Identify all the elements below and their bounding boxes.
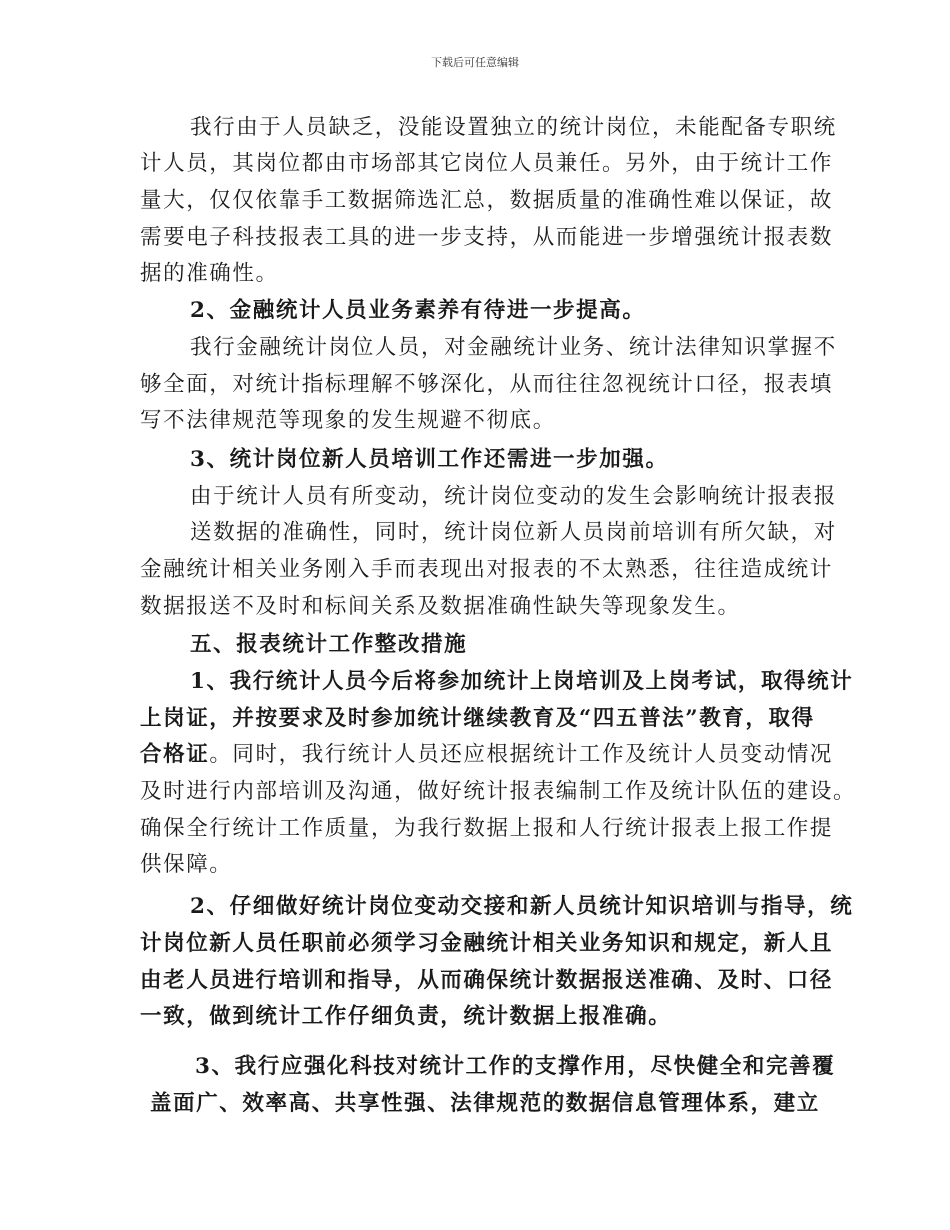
paragraph-line: 由于统计人员有所变动，统计岗位变动的发生会影响统计报表报: [190, 484, 837, 509]
paragraph-line-bold: 2、仔细做好统计岗位变动交接和新人员统计知识培训与指导，统: [190, 894, 854, 919]
paragraph-line-bold: 盖面广、效率高、共享性强、法律规范的数据信息管理体系，建立: [150, 1091, 820, 1116]
paragraph-line-bold: 一致，做到统计工作仔细负责，统计数据上报准确。: [140, 1004, 672, 1029]
paragraph-line: 需要电子科技报表工具的进一步支持，从而能进一步增强统计报表数: [140, 225, 834, 250]
paragraph-line: 量大，仅仅依靠手工数据筛选汇总，数据质量的准确性难以保证，故: [140, 188, 834, 213]
paragraph-line: 我行金融统计岗位人员，对金融统计业务、统计法律知识掌握不: [190, 335, 837, 360]
paragraph-line: 确保全行统计工作质量，为我行数据上报和人行统计报表上报工作提: [140, 816, 834, 841]
paragraph-line-bold: 计岗位新人员任职前必须学习金融统计相关业务知识和规定，新人且: [140, 931, 834, 956]
page-header: 下载后可任意编辑: [431, 56, 519, 69]
paragraph-line: 写不法律规范等现象的发生规避不彻底。: [140, 408, 556, 433]
section-heading: 五、报表统计工作整改措施: [190, 632, 468, 657]
paragraph-line: 够全面，对统计指标理解不够深化，从而往往忽视统计口径，报表填: [140, 372, 834, 397]
paragraph-line: 计人员，其岗位都由市场部其它岗位人员兼任。另外，由于统计工作: [140, 151, 834, 176]
section-heading: 3、统计岗位新人员培训工作还需进一步加强。: [190, 447, 669, 472]
bold-run: 合格证: [140, 742, 210, 767]
section-heading: 2、金融统计人员业务素养有待进一步提高。: [190, 298, 646, 323]
paragraph-line: 金融统计相关业务刚入手而表现出对报表的不太熟悉，往往造成统计: [140, 557, 834, 582]
normal-run: 。同时，我行统计人员还应根据统计工作及统计人员变动情况: [209, 742, 834, 767]
paragraph-line: 供保障。: [140, 852, 233, 877]
paragraph-line: 送数据的准确性，同时，统计岗位新人员岗前培训有所欠缺，对: [190, 520, 837, 545]
paragraph-line-bold: 1、我行统计人员今后将参加统计上岗培训及上岗考试，取得统计: [190, 669, 854, 694]
paragraph-line: 及时进行内部培训及沟通，做好统计报表编制工作及统计队伍的建设。: [140, 779, 857, 804]
paragraph-line-bold: 由老人员进行培训和指导，从而确保统计数据报送准确、及时、口径: [140, 968, 834, 993]
paragraph-line-bold: 上岗证，并按要求及时参加统计继续教育及“四五普法”教育，取得: [140, 706, 815, 731]
paragraph-line: 数据报送不及时和标间关系及数据准确性缺失等现象发生。: [140, 594, 741, 619]
paragraph-line-mixed: [140, 740, 834, 770]
paragraph-line: 我行由于人员缺乏，没能设置独立的统计岗位，未能配备专职统: [190, 115, 837, 140]
paragraph-line: 据的准确性。: [140, 261, 279, 286]
paragraph-line-bold: 3、我行应强化科技对统计工作的支撑作用，尽快健全和完善覆: [195, 1054, 836, 1079]
